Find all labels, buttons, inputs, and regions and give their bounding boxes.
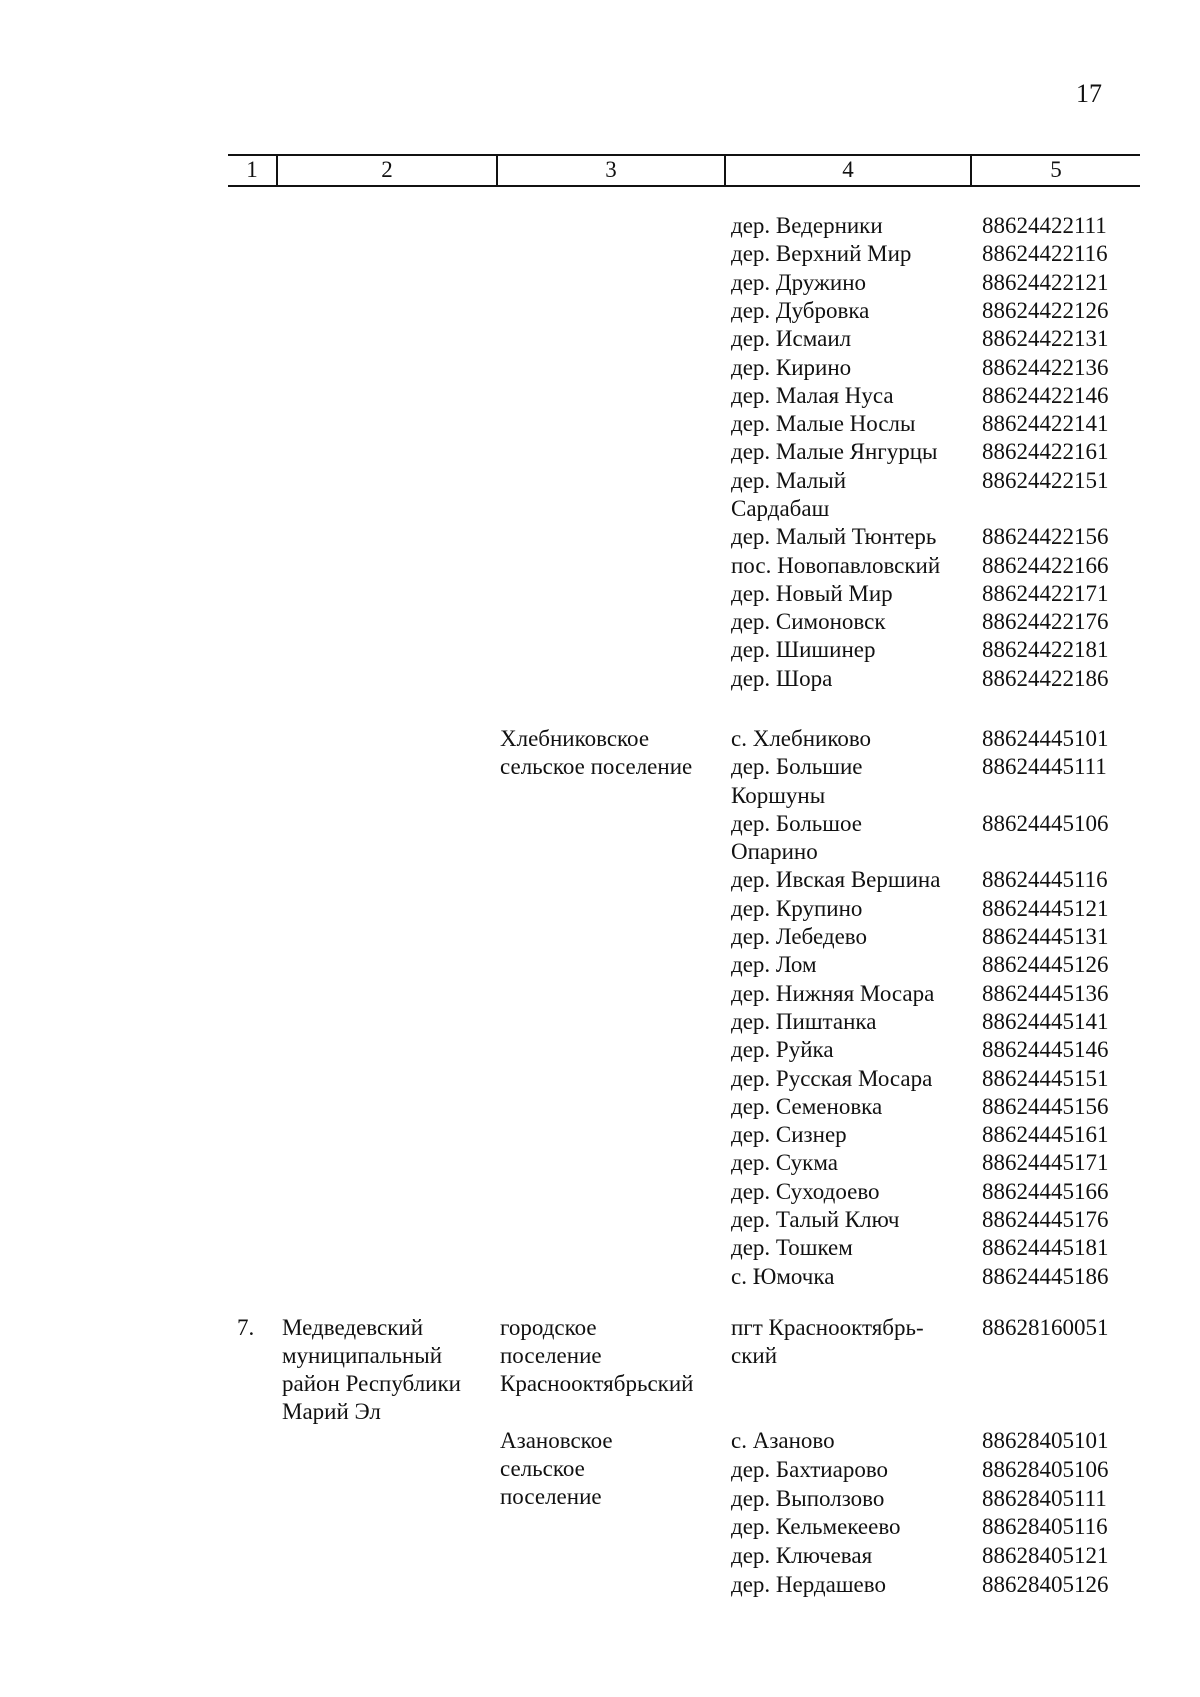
place-code: 88628405121 <box>982 1543 1109 1568</box>
place-name: дер. Нердашево <box>731 1572 886 1597</box>
table-cell-c5-row-33: 88624445166 <box>982 1179 1109 1204</box>
place-code: 88628160051 <box>982 1315 1109 1340</box>
table-cell-c4-row-32: дер. Сукма <box>731 1150 838 1175</box>
table-cell-c5-row-2: 88624422121 <box>982 270 1109 295</box>
table-cell-c5-row-26: 88624445136 <box>982 981 1109 1006</box>
table-cell-c5-row-5: 88624422136 <box>982 355 1109 380</box>
table-cell-c4-row-22: дер. Ивская Вершина <box>731 867 941 892</box>
table-cell-c4-row-18: дер. Большие <box>731 754 863 779</box>
table-cell-c4-row-15: дер. Шишинер <box>731 637 876 662</box>
header-col-5: 5 <box>1050 157 1062 182</box>
table-cell-c4-row-26: дер. Нижняя Мосара <box>731 981 935 1006</box>
table-cell-c4-row-20: дер. Большое <box>731 811 862 836</box>
table-header-bottom-rule <box>228 185 1140 187</box>
place-name: дер. Ключевая <box>731 1543 873 1568</box>
table-cell-c4-row-24: дер. Лебедево <box>731 924 867 949</box>
table-cell-c5-row-31: 88624445161 <box>982 1122 1109 1147</box>
table-cell-c5-row-30: 88624445156 <box>982 1094 1109 1119</box>
table-cell-c4-row-4: дер. Исмаил <box>731 326 852 351</box>
settlement-name-line: городское <box>500 1315 597 1340</box>
table-cell-c4-row-5: дер. Кирино <box>731 355 852 380</box>
table-cell-c4-row-3: дер. Дубровка <box>731 298 870 323</box>
table-cell-c4-row-21: Опарино <box>731 839 818 864</box>
table-cell-c5-row-3: 88624422126 <box>982 298 1109 323</box>
table-cell-c3-row-17: Хлебниковское <box>500 726 650 751</box>
table-cell-c4-row-11: дер. Малый Тюнтерь <box>731 524 937 549</box>
table-cell-c5-row-11: 88624422156 <box>982 524 1109 549</box>
place-name-line: пгт Краснооктябрь- <box>731 1315 924 1340</box>
table-cell-c5-row-25: 88624445126 <box>982 952 1109 977</box>
table-cell-c4-row-29: дер. Русская Мосара <box>731 1066 933 1091</box>
table-cell-c3-row-18: сельское поселение <box>500 754 693 779</box>
table-cell-c5-row-14: 88624422176 <box>982 609 1109 634</box>
settlement-name-line: поселение <box>500 1484 602 1509</box>
table-cell-c5-row-12: 88624422166 <box>982 553 1109 578</box>
district-name-line: Марий Эл <box>282 1399 381 1424</box>
table-cell-c5-row-18: 88624445111 <box>982 754 1107 779</box>
place-code: 88628405106 <box>982 1457 1109 1482</box>
table-cell-c4-row-10: Сардабаш <box>731 496 830 521</box>
table-cell-c4-row-14: дер. Симоновск <box>731 609 886 634</box>
place-name: дер. Бахтиарово <box>731 1457 889 1482</box>
header-col-4: 4 <box>842 157 854 182</box>
header-divider-3 <box>724 155 726 185</box>
place-code: 88628405126 <box>982 1572 1109 1597</box>
table-cell-c5-row-34: 88624445176 <box>982 1207 1109 1232</box>
district-name-line: муниципальный <box>282 1343 443 1368</box>
table-cell-c5-row-32: 88624445171 <box>982 1150 1109 1175</box>
table-cell-c5-row-23: 88624445121 <box>982 896 1109 921</box>
table-cell-c4-row-34: дер. Талый Ключ <box>731 1207 900 1232</box>
table-cell-c5-row-6: 88624422146 <box>982 383 1109 408</box>
table-cell-c5-row-0: 88624422111 <box>982 213 1107 238</box>
table-cell-c5-row-28: 88624445146 <box>982 1037 1109 1062</box>
table-cell-c5-row-8: 88624422161 <box>982 439 1109 464</box>
section-number: 7. <box>237 1315 255 1340</box>
table-cell-c5-row-24: 88624445131 <box>982 924 1109 949</box>
place-name: дер. Кельмекеево <box>731 1514 901 1539</box>
table-cell-c5-row-16: 88624422186 <box>982 666 1109 691</box>
table-cell-c4-row-25: дер. Лом <box>731 952 817 977</box>
table-cell-c4-row-6: дер. Малая Нуса <box>731 383 894 408</box>
table-cell-c5-row-15: 88624422181 <box>982 637 1109 662</box>
table-cell-c4-row-12: пос. Новопавловский <box>731 553 941 578</box>
table-cell-c5-row-22: 88624445116 <box>982 867 1108 892</box>
table-cell-c4-row-28: дер. Руйка <box>731 1037 834 1062</box>
table-cell-c5-row-29: 88624445151 <box>982 1066 1109 1091</box>
table-cell-c4-row-30: дер. Семеновка <box>731 1094 883 1119</box>
table-cell-c4-row-1: дер. Верхний Мир <box>731 241 912 266</box>
place-code: 88628405111 <box>982 1486 1107 1511</box>
table-cell-c5-row-9: 88624422151 <box>982 468 1109 493</box>
settlement-name-line: Краснооктябрьский <box>500 1371 694 1396</box>
header-divider-2 <box>496 155 498 185</box>
table-cell-c5-row-36: 88624445186 <box>982 1264 1109 1289</box>
table-cell-c5-row-4: 88624422131 <box>982 326 1109 351</box>
table-cell-c4-row-33: дер. Суходоево <box>731 1179 880 1204</box>
table-cell-c4-row-17: с. Хлебниково <box>731 726 872 751</box>
place-name-line: ский <box>731 1343 777 1368</box>
table-cell-c4-row-13: дер. Новый Мир <box>731 581 893 606</box>
table-cell-c5-row-13: 88624422171 <box>982 581 1109 606</box>
table-cell-c4-row-31: дер. Сизнер <box>731 1122 847 1147</box>
place-name: с. Азаново <box>731 1428 835 1453</box>
table-cell-c4-row-23: дер. Крупино <box>731 896 863 921</box>
place-code: 88628405116 <box>982 1514 1108 1539</box>
place-name: дер. Выползово <box>731 1486 885 1511</box>
table-cell-c4-row-2: дер. Дружино <box>731 270 867 295</box>
header-divider-1 <box>276 155 278 185</box>
table-cell-c4-row-7: дер. Малые Нослы <box>731 411 916 436</box>
table-cell-c5-row-20: 88624445106 <box>982 811 1109 836</box>
header-col-3: 3 <box>605 157 617 182</box>
header-col-2: 2 <box>381 157 393 182</box>
district-name-line: район Республики <box>282 1371 461 1396</box>
header-col-1: 1 <box>246 157 258 182</box>
table-cell-c5-row-35: 88624445181 <box>982 1235 1109 1260</box>
table-cell-c4-row-19: Коршуны <box>731 783 826 808</box>
table-header-row <box>228 155 1140 185</box>
place-code: 88628405101 <box>982 1428 1109 1453</box>
page-number: 17 <box>1076 79 1102 108</box>
settlement-name-line: сельское <box>500 1456 585 1481</box>
table-cell-c4-row-9: дер. Малый <box>731 468 847 493</box>
table-cell-c5-row-7: 88624422141 <box>982 411 1109 436</box>
table-cell-c4-row-36: с. Юмочка <box>731 1264 835 1289</box>
table-cell-c4-row-27: дер. Пиштанка <box>731 1009 877 1034</box>
settlement-name-line: поселение <box>500 1343 602 1368</box>
table-cell-c5-row-27: 88624445141 <box>982 1009 1109 1034</box>
table-cell-c5-row-1: 88624422116 <box>982 241 1108 266</box>
table-cell-c4-row-16: дер. Шора <box>731 666 833 691</box>
district-name-line: Медведевский <box>282 1315 424 1340</box>
table-cell-c5-row-17: 88624445101 <box>982 726 1109 751</box>
header-divider-4 <box>970 155 972 185</box>
table-cell-c4-row-35: дер. Тошкем <box>731 1235 853 1260</box>
table-cell-c4-row-8: дер. Малые Янгурцы <box>731 439 938 464</box>
table-cell-c4-row-0: дер. Ведерники <box>731 213 883 238</box>
settlement-name-line: Азановское <box>500 1428 613 1453</box>
